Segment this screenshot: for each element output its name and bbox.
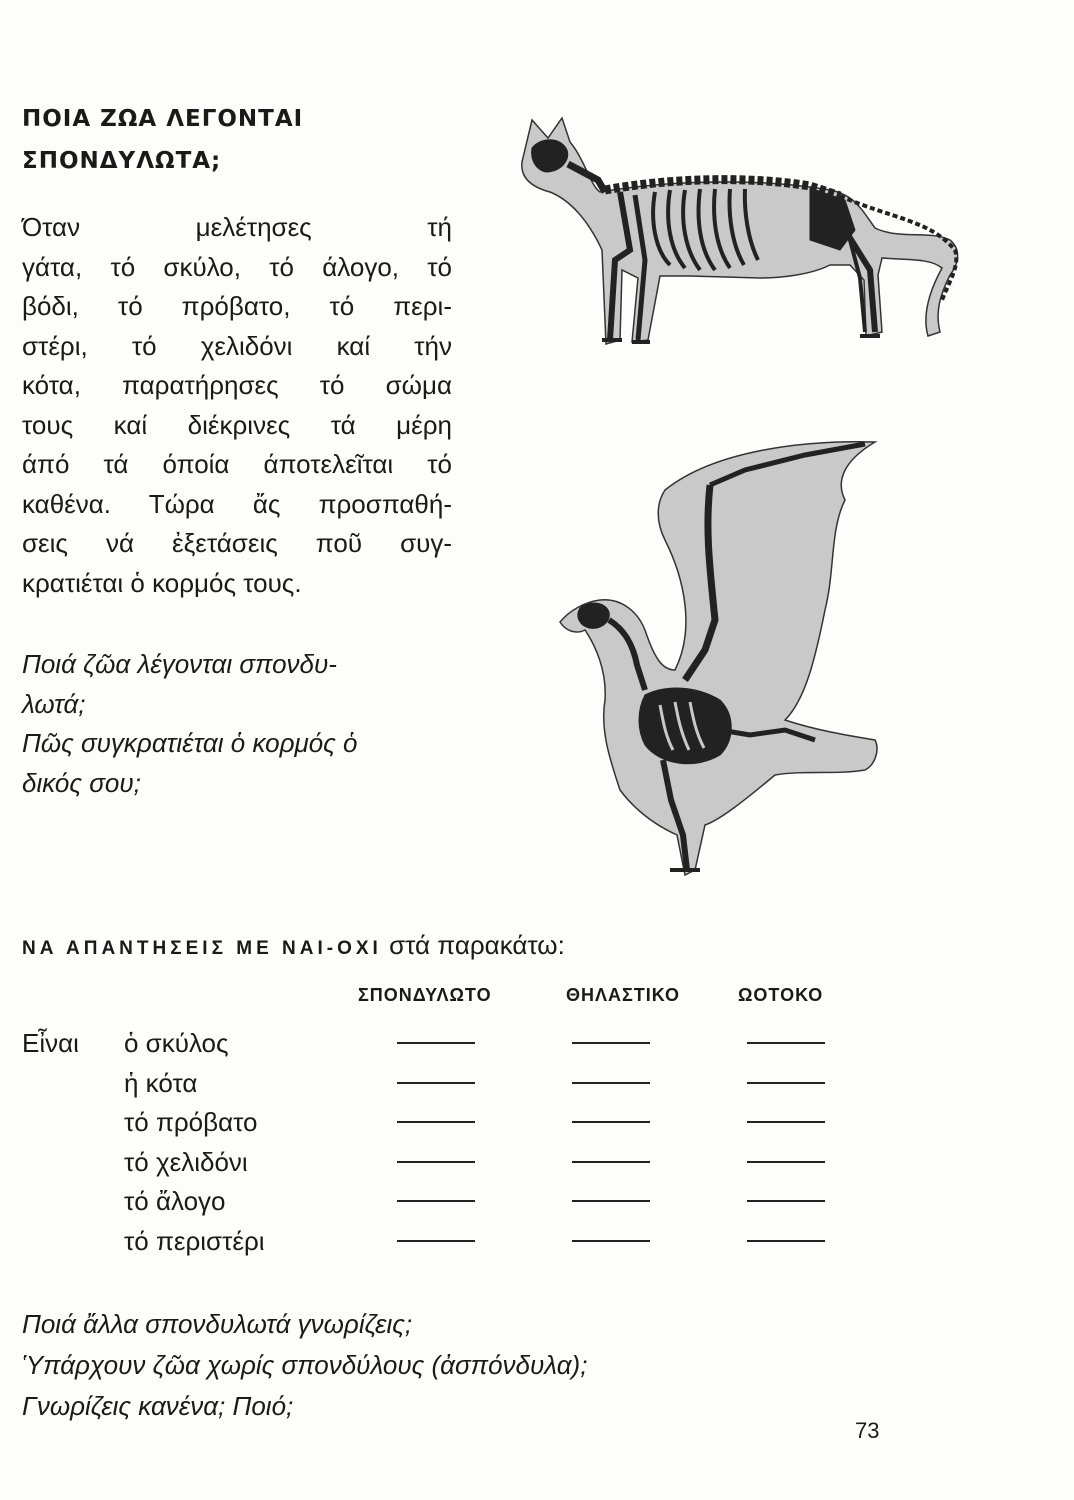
- exercise-row: [22, 1186, 852, 1226]
- intro-line: κότα, παρατήρησες τό σώμα: [22, 370, 452, 400]
- answer-blank-oviparous[interactable]: [747, 1082, 825, 1084]
- question-line: Ποιά ζῶα λέγονται σπονδυ-: [22, 649, 337, 679]
- row-animal: τό χελιδόνι: [124, 1147, 248, 1177]
- instruction-caps: ΝΑ ΑΠΑΝΤΗΣΕΙΣ ΜΕ ΝΑΙ-ΟΧΙ: [22, 938, 382, 959]
- answer-blank-mammal[interactable]: [572, 1121, 650, 1123]
- answer-blank-mammal[interactable]: [572, 1042, 650, 1044]
- answer-blank-mammal[interactable]: [572, 1161, 650, 1163]
- exercise-row: [22, 1226, 852, 1266]
- column-header-mammal: ΘΗΛΑΣΤΙΚΟ: [566, 985, 680, 1005]
- intro-line: τους καί διέκρινες τά μέρη: [22, 409, 452, 440]
- closing-questions: [22, 1304, 922, 1427]
- exercise-row: [22, 1068, 852, 1108]
- answer-blank-oviparous[interactable]: [747, 1042, 825, 1044]
- question-line: λωτά;: [22, 688, 86, 719]
- row-animal: ἡ κότα: [124, 1068, 198, 1098]
- closing-line: Γνωρίζεις κανένα; Ποιό;: [22, 1391, 294, 1421]
- exercise-row: [22, 1107, 852, 1147]
- answer-blank-vertebrate[interactable]: [397, 1161, 475, 1163]
- exercise-instruction: [22, 930, 782, 961]
- intro-line: στέρι, τό χελιδόνι καί τήν: [22, 330, 452, 361]
- intro-line: Όταν μελέτησες τή: [22, 212, 452, 242]
- answer-blank-mammal[interactable]: [572, 1240, 650, 1242]
- column-header-oviparous: ΩΟΤΟΚΟ: [738, 985, 824, 1005]
- cat-skeleton-figure: [510, 100, 980, 360]
- answer-blank-vertebrate[interactable]: [397, 1240, 475, 1242]
- intro-line: άπό τά όποία άποτελεῖται τό: [22, 449, 452, 479]
- answer-blank-vertebrate[interactable]: [397, 1042, 475, 1044]
- intro-line: σεις νά ἐξετάσεις ποῦ συγ-: [22, 528, 452, 558]
- bird-skeleton-figure: [545, 430, 890, 895]
- closing-line: Ποιά ἄλλα σπονδυλωτά γνωρίζεις;: [22, 1309, 413, 1339]
- answer-blank-vertebrate[interactable]: [397, 1200, 475, 1202]
- answer-blank-oviparous[interactable]: [747, 1121, 825, 1123]
- intro-line: κρατιέται ὁ κορμός τους.: [22, 567, 302, 598]
- heading-line-1: ΠΟΙΑ ΖΩΑ ΛΕΓΟΝΤΑΙ: [22, 106, 304, 132]
- intro-line: βόδι, τό πρόβατο, τό περι-: [22, 291, 452, 321]
- row-animal: τό πρόβατο: [124, 1107, 258, 1137]
- answer-blank-oviparous[interactable]: [747, 1200, 825, 1202]
- heading-line-2: ΣΠΟΝΔΥΛΩΤΑ;: [22, 148, 222, 174]
- column-header-vertebrate: ΣΠΟΝΔΥΛΩΤΟ: [358, 985, 492, 1005]
- instruction-rest: στά παρακάτω:: [389, 930, 565, 960]
- question-line: δικός σου;: [22, 767, 141, 798]
- section-heading: [22, 98, 352, 182]
- question-line: Πῶς συγκρατιέται ὁ κορμός ὁ: [22, 728, 358, 758]
- row-animal: τό ἄλογο: [124, 1186, 226, 1216]
- exercise-row: [22, 1028, 852, 1068]
- answer-blank-vertebrate[interactable]: [397, 1121, 475, 1123]
- answer-blank-vertebrate[interactable]: [397, 1082, 475, 1084]
- bird-silhouette: [560, 442, 877, 875]
- intro-line: καθένα. Τώρα ἄς προσπαθή-: [22, 488, 452, 519]
- row-prefix: Εἶναι: [22, 1028, 79, 1058]
- row-animal: τό περιστέρι: [124, 1226, 265, 1256]
- closing-line: Ὑπάρχουν ζῶα χωρίς σπονδύλους (ἀσπόνδυλα);: [22, 1350, 588, 1380]
- cat-silhouette: [522, 118, 958, 344]
- page-number: 73: [855, 1418, 880, 1443]
- answer-blank-oviparous[interactable]: [747, 1161, 825, 1163]
- row-animal: ὁ σκύλος: [124, 1028, 229, 1058]
- intro-line: γάτα, τό σκύλο, τό άλογο, τό: [22, 251, 452, 282]
- answer-blank-mammal[interactable]: [572, 1200, 650, 1202]
- answer-blank-oviparous[interactable]: [747, 1240, 825, 1242]
- exercise-row: [22, 1147, 852, 1187]
- answer-blank-mammal[interactable]: [572, 1082, 650, 1084]
- questions-block: [22, 645, 452, 803]
- intro-paragraph: [22, 208, 452, 603]
